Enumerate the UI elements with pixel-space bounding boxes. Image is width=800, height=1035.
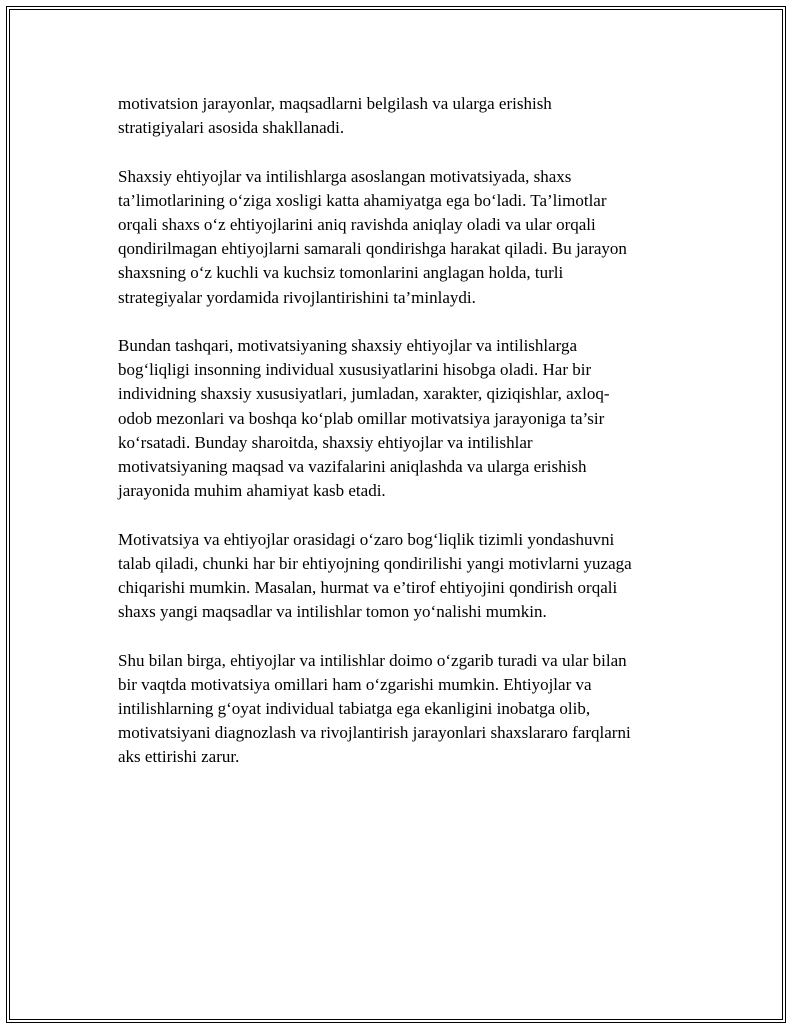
- paragraph-4: Motivatsiya va ehtiyojlar orasidagi o‘zaro bog‘liqlik tizimli yondashuvni talab qiladi, chunki har bir ehtiyojning qondirilishi yangi motivlarni yuzaga chiqarishi mumkin. Masalan, hurmat va e’tirof ehtiyojini qondirish orqali shaxs yangi maqsadlar va intilishlar tomon yo‘nalishi mumkin.: [118, 529, 632, 622]
- document-body: [118, 92, 678, 794]
- paragraph-2: Shaxsiy ehtiyojlar va intilishlarga asoslangan motivatsiyada, shaxs ta’limotlarining o‘ziga xosligi katta ahamiyatga ega bo‘ladi. Ta’limotlar orqali shaxs o‘z ehtiyojlarini aniq ravishda aniqlay oladi va ular orqali qondirilmagan ehtiyojlarni samarali qondirishga harakat qiladi. Bu jarayon shaxsning o‘z kuchli va kuchsiz tomonlarini anglagan holda, turli strategiyalar yordamida rivojlantirishini ta’minlaydi.: [118, 166, 627, 307]
- paragraph-1: motivatsion jarayonlar, maqsadlarni belgilash va ularga erishish stratigiyalari asosida shakllanadi.: [118, 94, 552, 138]
- paragraph-5: Shu bilan birga, ehtiyojlar va intilishlar doimo o‘zgarib turadi va ular bilan bir vaqtda motivatsiya omillari ham o‘zgarishi mumkin. Ehtiyojlar va intilishlarning g‘oyat individual tabiatga ega ekanligini inobatga olib, motivatsiyani diagnozlash va rivojlantirish jarayonlari shaxslararo farqlarni aks ettirishi zarur.: [118, 650, 631, 767]
- paragraph-3: Bundan tashqari, motivatsiyaning shaxsiy ehtiyojlar va intilishlarga bog‘liqligi insonning individual xususiyatlarini hisobga oladi. Har bir individning shaxsiy xususiyatlari, jumladan, xarakter, qiziqishlar, axloq- odob mezonlari va boshqa ko‘plab omillar motivatsiya jarayoniga ta’sir ko‘rsatadi. Bunday sharoitda, shaxsiy ehtiyojlar va intilishlar motivatsiyaning maqsad va vazifalarini aniqlashda va ularga erishish jarayonida muhim ahamiyat kasb etadi.: [118, 336, 610, 501]
